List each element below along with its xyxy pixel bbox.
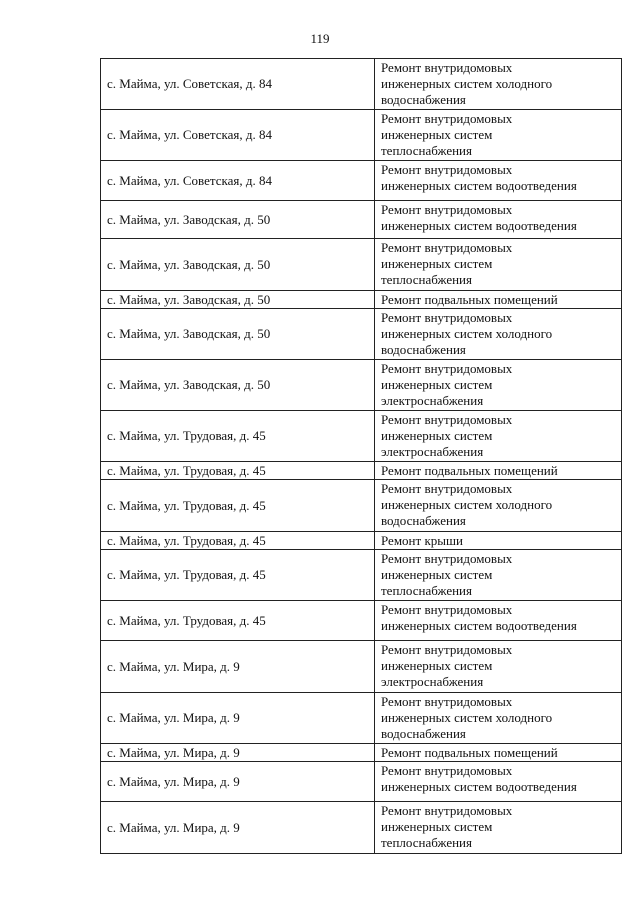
table-row	[101, 309, 622, 360]
work-text: Ремонт внутридомовых инженерных систем водоотведения	[381, 763, 577, 794]
work-text: Ремонт подвальных помещений	[381, 292, 558, 307]
work-cell	[375, 480, 622, 532]
work-cell	[375, 291, 622, 309]
address-cell: с. Майма, ул. Советская, д. 84	[101, 161, 375, 201]
work-text: Ремонт внутридомовых инженерных систем холодного водоснабжения	[381, 694, 553, 741]
address-cell: с. Майма, ул. Советская, д. 84	[101, 110, 375, 161]
work-cell	[375, 161, 622, 201]
work-cell	[375, 239, 622, 291]
work-text: Ремонт внутридомовых инженерных систем электроснабжения	[381, 361, 513, 408]
address-cell: с. Майма, ул. Мира, д. 9	[101, 744, 375, 762]
work-cell	[375, 360, 622, 411]
page-number: 119	[310, 31, 330, 46]
work-cell	[375, 411, 622, 462]
table-row	[101, 693, 622, 744]
address-cell: с. Майма, ул. Трудовая, д. 45	[101, 480, 375, 532]
address-cell: с. Майма, ул. Заводская, д. 50	[101, 239, 375, 291]
work-text: Ремонт подвальных помещений	[381, 463, 558, 478]
repair-works-table	[100, 58, 622, 854]
work-cell	[375, 462, 622, 480]
table-row	[101, 480, 622, 532]
work-cell	[375, 762, 622, 802]
work-cell	[375, 802, 622, 854]
work-cell	[375, 309, 622, 360]
table-row	[101, 201, 622, 239]
table-row	[101, 462, 622, 480]
address-cell: с. Майма, ул. Трудовая, д. 45	[101, 601, 375, 641]
work-text: Ремонт внутридомовых инженерных систем теплоснабжения	[381, 240, 513, 287]
table-row	[101, 744, 622, 762]
work-text: Ремонт внутридомовых инженерных систем электроснабжения	[381, 412, 513, 459]
work-cell	[375, 641, 622, 693]
work-text: Ремонт внутридомовых инженерных систем холодного водоснабжения	[381, 481, 553, 528]
address-cell: с. Майма, ул. Заводская, д. 50	[101, 291, 375, 309]
address-cell: с. Майма, ул. Мира, д. 9	[101, 693, 375, 744]
table-row	[101, 550, 622, 601]
work-text: Ремонт внутридомовых инженерных систем водоотведения	[381, 602, 577, 633]
table-row	[101, 291, 622, 309]
work-text: Ремонт внутридомовых инженерных систем теплоснабжения	[381, 551, 513, 598]
work-text: Ремонт внутридомовых инженерных систем теплоснабжения	[381, 803, 513, 850]
work-cell	[375, 201, 622, 239]
table-row	[101, 802, 622, 854]
table-row	[101, 161, 622, 201]
address-cell: с. Майма, ул. Трудовая, д. 45	[101, 532, 375, 550]
address-cell: с. Майма, ул. Мира, д. 9	[101, 802, 375, 854]
work-text: Ремонт внутридомовых инженерных систем водоотведения	[381, 202, 577, 233]
address-cell: с. Майма, ул. Заводская, д. 50	[101, 201, 375, 239]
table-row	[101, 601, 622, 641]
address-cell: с. Майма, ул. Заводская, д. 50	[101, 360, 375, 411]
table-body	[101, 59, 622, 854]
work-text: Ремонт внутридомовых инженерных систем теплоснабжения	[381, 111, 513, 158]
table-row	[101, 110, 622, 161]
work-cell	[375, 550, 622, 601]
work-text: Ремонт подвальных помещений	[381, 745, 558, 760]
address-cell: с. Майма, ул. Мира, д. 9	[101, 762, 375, 802]
table-row	[101, 532, 622, 550]
work-text: Ремонт внутридомовых инженерных систем холодного водоснабжения	[381, 60, 553, 107]
work-text: Ремонт внутридомовых инженерных систем водоотведения	[381, 162, 577, 193]
address-cell: с. Майма, ул. Заводская, д. 50	[101, 309, 375, 360]
work-text: Ремонт внутридомовых инженерных систем холодного водоснабжения	[381, 310, 553, 357]
work-cell	[375, 532, 622, 550]
work-cell	[375, 693, 622, 744]
work-cell	[375, 110, 622, 161]
table-row	[101, 641, 622, 693]
address-cell: с. Майма, ул. Советская, д. 84	[101, 59, 375, 110]
address-cell: с. Майма, ул. Трудовая, д. 45	[101, 462, 375, 480]
address-cell: с. Майма, ул. Трудовая, д. 45	[101, 550, 375, 601]
work-cell	[375, 59, 622, 110]
table-row	[101, 762, 622, 802]
work-text: Ремонт крыши	[381, 533, 463, 548]
work-cell	[375, 601, 622, 641]
table-row	[101, 239, 622, 291]
address-cell: с. Майма, ул. Трудовая, д. 45	[101, 411, 375, 462]
table-row	[101, 59, 622, 110]
table-row	[101, 411, 622, 462]
work-text: Ремонт внутридомовых инженерных систем электроснабжения	[381, 642, 513, 689]
work-cell	[375, 744, 622, 762]
address-cell: с. Майма, ул. Мира, д. 9	[101, 641, 375, 693]
table-row	[101, 360, 622, 411]
